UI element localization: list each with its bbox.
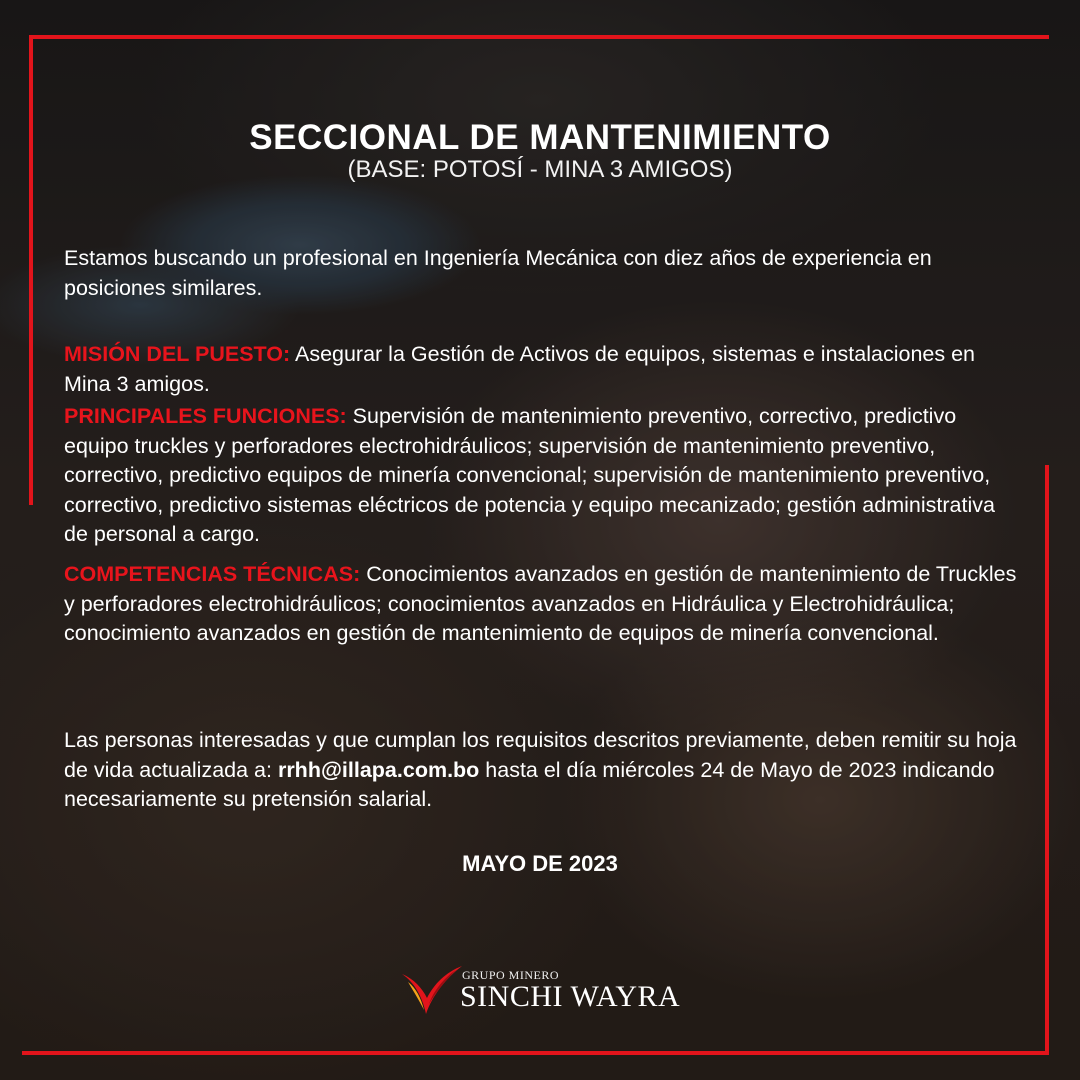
frame-right-line bbox=[1045, 465, 1049, 1055]
frame-left-line bbox=[29, 35, 33, 505]
competencias-label: COMPETENCIAS TÉCNICAS: bbox=[64, 562, 361, 586]
mision-text: Asegurar la Gestión de Activos de equipos, sistemas e instalaciones en Mina 3 amigos. bbox=[64, 342, 975, 396]
intro-paragraph: Estamos buscando un profesional en Ingeniería Mecánica con diez años de experiencia en posiciones similares. bbox=[64, 246, 932, 300]
logo-name: SINCHI WAYRA bbox=[460, 980, 681, 1013]
competencias-section bbox=[64, 560, 1024, 649]
closing-text-after: hasta el día miércoles 24 de Mayo de 2023 indicando necesariamente su pretensión salarial. bbox=[64, 757, 995, 811]
mision-label: MISIÓN DEL PUESTO: bbox=[64, 342, 291, 366]
logo-subtitle: GRUPO MINERO bbox=[462, 968, 560, 982]
closing-paragraph bbox=[64, 726, 1024, 815]
frame-top-line bbox=[29, 35, 1049, 39]
page-title: SECCIONAL DE MANTENIMIENTO bbox=[249, 118, 831, 157]
publication-date: MAYO DE 2023 bbox=[462, 851, 618, 876]
competencias-text: Conocimientos avanzados en gestión de mantenimiento de Truckles y perforadores electrohidráulicos; conocimientos avanzados en Hidráulica y Electrohidráulica; conocimiento avanzados en gestión de mantenimiento de equipos de minería convencional. bbox=[64, 562, 1017, 645]
flame-swoosh-icon bbox=[396, 952, 466, 1022]
funciones-text: Supervisión de mantenimiento preventivo, correctivo, predictivo equipo truckles y perforadores electrohidráulicos; supervisión de mantenimiento preventivo, correctivo, predictivo equipos de minería convencional; supervisión de mantenimiento preventivo, correctivo, predictivo sistemas eléctricos de potencia y equipo mecanizado; gestión administrativa de personal a cargo. bbox=[64, 404, 995, 546]
funciones-section bbox=[64, 402, 1024, 550]
closing-text-before: Las personas interesadas y que cumplan los requisitos descritos previamente, deben remitir su hoja de vida actualizada a: bbox=[64, 728, 1017, 782]
company-logo bbox=[396, 952, 696, 1022]
contact-email[interactable]: rrhh@illapa.com.bo bbox=[277, 757, 480, 782]
mision-section bbox=[64, 340, 1024, 399]
funciones-label: PRINCIPALES FUNCIONES: bbox=[64, 404, 347, 428]
page-subtitle: (BASE: POTOSÍ - MINA 3 AMIGOS) bbox=[347, 156, 733, 183]
frame-bottom-line bbox=[22, 1051, 1049, 1055]
